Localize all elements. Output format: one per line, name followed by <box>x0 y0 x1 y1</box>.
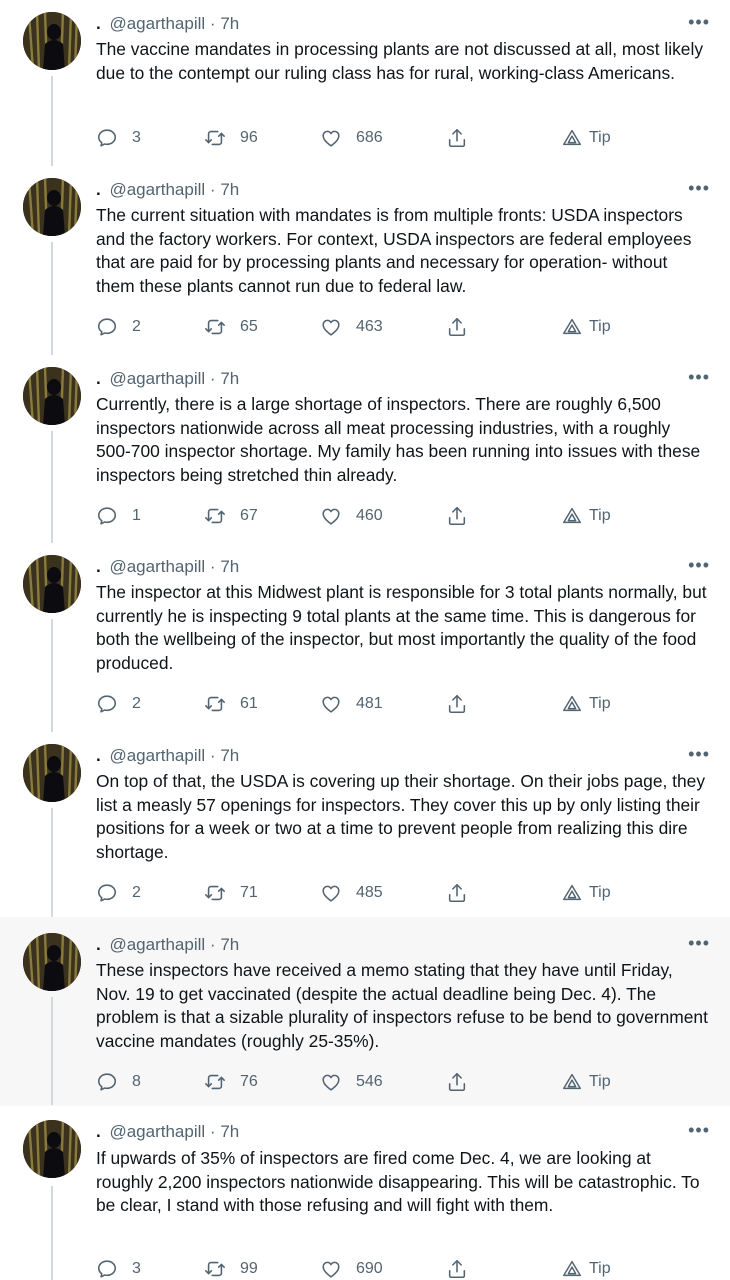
tip-icon <box>561 1071 583 1093</box>
tip-button[interactable] <box>561 315 611 339</box>
thread-connector-line <box>51 997 53 1105</box>
tip-label: Tip <box>589 695 611 712</box>
separator: · <box>209 1122 216 1141</box>
like-button[interactable] <box>320 315 383 339</box>
like-button[interactable] <box>320 881 383 905</box>
display-name[interactable]: . <box>96 369 101 388</box>
retweet-count: 67 <box>240 507 258 524</box>
thread-connector-line <box>51 619 53 732</box>
timestamp[interactable]: 7h <box>220 746 240 765</box>
more-options-icon[interactable]: ••• <box>688 12 710 32</box>
tweet-header <box>96 178 239 202</box>
retweet-icon <box>204 505 226 527</box>
heart-icon <box>320 693 342 715</box>
like-count: 463 <box>356 318 383 335</box>
separator: · <box>209 369 216 388</box>
tweet-text: If upwards of 35% of inspectors are fired come Dec. 4, we are looking at roughly 2,200 inspectors nationwide disappearing. This will be catastrophic. To be clear, I stand with those refusing and will fight with them. <box>96 1148 700 1215</box>
heart-icon <box>320 1258 342 1280</box>
retweet-icon <box>204 127 226 149</box>
tip-button[interactable] <box>561 692 611 716</box>
reply-count: 1 <box>132 507 141 524</box>
handle[interactable]: @agarthapill <box>109 369 206 388</box>
more-options-icon[interactable]: ••• <box>688 555 710 575</box>
handle[interactable]: @agarthapill <box>109 14 206 33</box>
tip-label: Tip <box>589 318 611 335</box>
retweet-button[interactable] <box>204 692 258 716</box>
share-button[interactable] <box>446 881 468 905</box>
tweet-text: The current situation with mandates is from multiple fronts: USDA inspectors and the factory workers. For context, USDA inspectors are federal employees that are paid for by processing plants and necessary for operation- without them these plants cannot run due to federal law. <box>96 205 692 296</box>
retweet-button[interactable] <box>204 504 258 528</box>
handle[interactable]: @agarthapill <box>109 1122 206 1141</box>
action-bar <box>96 504 656 528</box>
reply-icon <box>96 693 118 715</box>
tweet-text: The inspector at this Midwest plant is responsible for 3 total plants normally, but currently he is inspecting 9 total plants at the same time. This is dangerous for both the wellbeing of the inspector, but most importantly the quality of the food produced. <box>96 582 707 673</box>
retweet-count: 61 <box>240 695 258 712</box>
retweet-icon <box>204 1071 226 1093</box>
more-options-icon[interactable]: ••• <box>688 933 710 953</box>
tip-button[interactable] <box>561 504 611 528</box>
more-options-icon[interactable]: ••• <box>688 744 710 764</box>
reply-icon <box>96 127 118 149</box>
timestamp[interactable]: 7h <box>220 935 240 954</box>
more-options-icon[interactable]: ••• <box>688 367 710 387</box>
tweet-header <box>96 12 239 36</box>
avatar[interactable] <box>23 367 81 425</box>
tweet[interactable] <box>0 1106 730 1280</box>
retweet-icon <box>204 1258 226 1280</box>
action-bar <box>96 692 656 716</box>
share-button[interactable] <box>446 692 468 716</box>
action-bar <box>96 315 656 339</box>
timestamp[interactable]: 7h <box>220 180 240 199</box>
retweet-count: 65 <box>240 318 258 335</box>
timestamp[interactable]: 7h <box>220 369 240 388</box>
tip-icon <box>561 316 583 338</box>
reply-icon <box>96 1258 118 1280</box>
display-name[interactable]: . <box>96 14 101 33</box>
thread-connector-line <box>51 431 53 543</box>
tweet[interactable] <box>0 917 730 1106</box>
display-name[interactable]: . <box>96 935 101 954</box>
tip-label: Tip <box>589 129 611 146</box>
reply-icon <box>96 505 118 527</box>
reply-icon <box>96 316 118 338</box>
share-button[interactable] <box>446 1070 468 1094</box>
reply-count: 2 <box>132 695 141 712</box>
separator: · <box>209 746 216 765</box>
reply-button[interactable] <box>96 881 141 905</box>
reply-button[interactable] <box>96 692 141 716</box>
retweet-icon <box>204 882 226 904</box>
tip-icon <box>561 1258 583 1280</box>
reply-count: 8 <box>132 1073 141 1090</box>
tweet-header <box>96 1120 239 1144</box>
action-bar <box>96 1257 656 1280</box>
heart-icon <box>320 127 342 149</box>
separator: · <box>209 180 216 199</box>
share-button[interactable] <box>446 126 468 150</box>
tweet-header <box>96 933 239 957</box>
share-icon <box>446 127 468 149</box>
thread-connector-line <box>51 242 53 355</box>
display-name[interactable]: . <box>96 746 101 765</box>
share-button[interactable] <box>446 1257 468 1280</box>
retweet-icon <box>204 316 226 338</box>
avatar[interactable] <box>23 744 81 802</box>
retweet-count: 96 <box>240 129 258 146</box>
avatar[interactable] <box>23 178 81 236</box>
timestamp[interactable]: 7h <box>220 14 240 33</box>
retweet-button[interactable] <box>204 1070 258 1094</box>
reply-button[interactable] <box>96 1070 141 1094</box>
action-bar <box>96 881 656 905</box>
timestamp[interactable]: 7h <box>220 557 240 576</box>
tip-button[interactable] <box>561 1257 611 1280</box>
reply-icon <box>96 1071 118 1093</box>
reply-button[interactable] <box>96 315 141 339</box>
share-icon <box>446 1258 468 1280</box>
tweet-text: The vaccine mandates in processing plants are not discussed at all, most likely due to the contempt our ruling class has for rural, working-class Americans. <box>96 39 704 83</box>
handle[interactable]: @agarthapill <box>109 746 206 765</box>
retweet-button[interactable] <box>204 315 258 339</box>
display-name[interactable]: . <box>96 180 101 199</box>
like-button[interactable] <box>320 692 383 716</box>
tweet[interactable] <box>0 0 730 189</box>
retweet-count: 76 <box>240 1073 258 1090</box>
display-name[interactable]: . <box>96 557 101 576</box>
reply-count: 2 <box>132 884 141 901</box>
thread-connector-line <box>51 808 53 920</box>
tweet-header <box>96 744 239 768</box>
share-icon <box>446 693 468 715</box>
tweet[interactable] <box>0 355 730 544</box>
avatar[interactable] <box>23 12 81 70</box>
tip-icon <box>561 693 583 715</box>
heart-icon <box>320 316 342 338</box>
reply-button[interactable] <box>96 126 141 150</box>
like-button[interactable] <box>320 1257 383 1280</box>
timestamp[interactable]: 7h <box>220 1122 240 1141</box>
thread-connector-line <box>51 1186 53 1280</box>
retweet-button[interactable] <box>204 126 258 150</box>
handle[interactable]: @agarthapill <box>109 180 206 199</box>
tip-button[interactable] <box>561 1070 611 1094</box>
tweet[interactable] <box>0 166 730 355</box>
tip-label: Tip <box>589 1073 611 1090</box>
tweet-text: These inspectors have received a memo stating that they have until Friday, Nov. 19 to get vaccinated (despite the actual deadline being Dec. 4). The problem is that a sizable plurality of inspectors refuse to be bend to government vaccine mandates (roughly 25-35%). <box>96 960 708 1051</box>
retweet-count: 99 <box>240 1260 258 1277</box>
like-button[interactable] <box>320 504 383 528</box>
like-button[interactable] <box>320 126 383 150</box>
retweet-count: 71 <box>240 884 258 901</box>
share-icon <box>446 505 468 527</box>
tweet-header <box>96 367 239 391</box>
action-bar <box>96 126 656 150</box>
tip-icon <box>561 882 583 904</box>
share-button[interactable] <box>446 315 468 339</box>
heart-icon <box>320 882 342 904</box>
retweet-button[interactable] <box>204 881 258 905</box>
handle[interactable]: @agarthapill <box>109 557 206 576</box>
share-button[interactable] <box>446 504 468 528</box>
retweet-icon <box>204 693 226 715</box>
tweet[interactable] <box>0 543 730 732</box>
separator: · <box>209 14 216 33</box>
like-count: 546 <box>356 1073 383 1090</box>
avatar[interactable] <box>23 1120 81 1178</box>
tip-button[interactable] <box>561 126 611 150</box>
like-count: 690 <box>356 1260 383 1277</box>
heart-icon <box>320 1071 342 1093</box>
tip-label: Tip <box>589 1260 611 1277</box>
separator: · <box>209 557 216 576</box>
tweet-text: On top of that, the USDA is covering up their shortage. On their jobs page, they list a measly 57 openings for inspectors. They cover this up by only listing their positions for a week or two at a time to prevent people from realizing this dire shortage. <box>96 771 706 862</box>
tip-button[interactable] <box>561 881 611 905</box>
retweet-button[interactable] <box>204 1257 258 1280</box>
reply-count: 3 <box>132 129 141 146</box>
action-bar <box>96 1070 656 1094</box>
share-icon <box>446 316 468 338</box>
tip-label: Tip <box>589 884 611 901</box>
tweet-header <box>96 555 239 579</box>
like-count: 485 <box>356 884 383 901</box>
reply-icon <box>96 882 118 904</box>
avatar[interactable] <box>23 933 81 991</box>
tweet-text: Currently, there is a large shortage of inspectors. There are roughly 6,500 inspectors nationwide across all meat processing industries, with a roughly 500-700 inspector shortage. My family has been running into issues with these inspectors being stretched thin already. <box>96 394 701 485</box>
share-icon <box>446 882 468 904</box>
like-count: 686 <box>356 129 383 146</box>
separator: · <box>209 935 216 954</box>
reply-button[interactable] <box>96 1257 141 1280</box>
like-count: 481 <box>356 695 383 712</box>
more-options-icon[interactable]: ••• <box>688 1120 710 1140</box>
like-button[interactable] <box>320 1070 383 1094</box>
tip-label: Tip <box>589 507 611 524</box>
reply-count: 2 <box>132 318 141 335</box>
tip-icon <box>561 505 583 527</box>
share-icon <box>446 1071 468 1093</box>
tip-icon <box>561 127 583 149</box>
display-name[interactable]: . <box>96 1122 101 1141</box>
avatar[interactable] <box>23 555 81 613</box>
like-count: 460 <box>356 507 383 524</box>
reply-count: 3 <box>132 1260 141 1277</box>
handle[interactable]: @agarthapill <box>109 935 206 954</box>
reply-button[interactable] <box>96 504 141 528</box>
heart-icon <box>320 505 342 527</box>
more-options-icon[interactable]: ••• <box>688 178 710 198</box>
tweet[interactable] <box>0 732 730 921</box>
